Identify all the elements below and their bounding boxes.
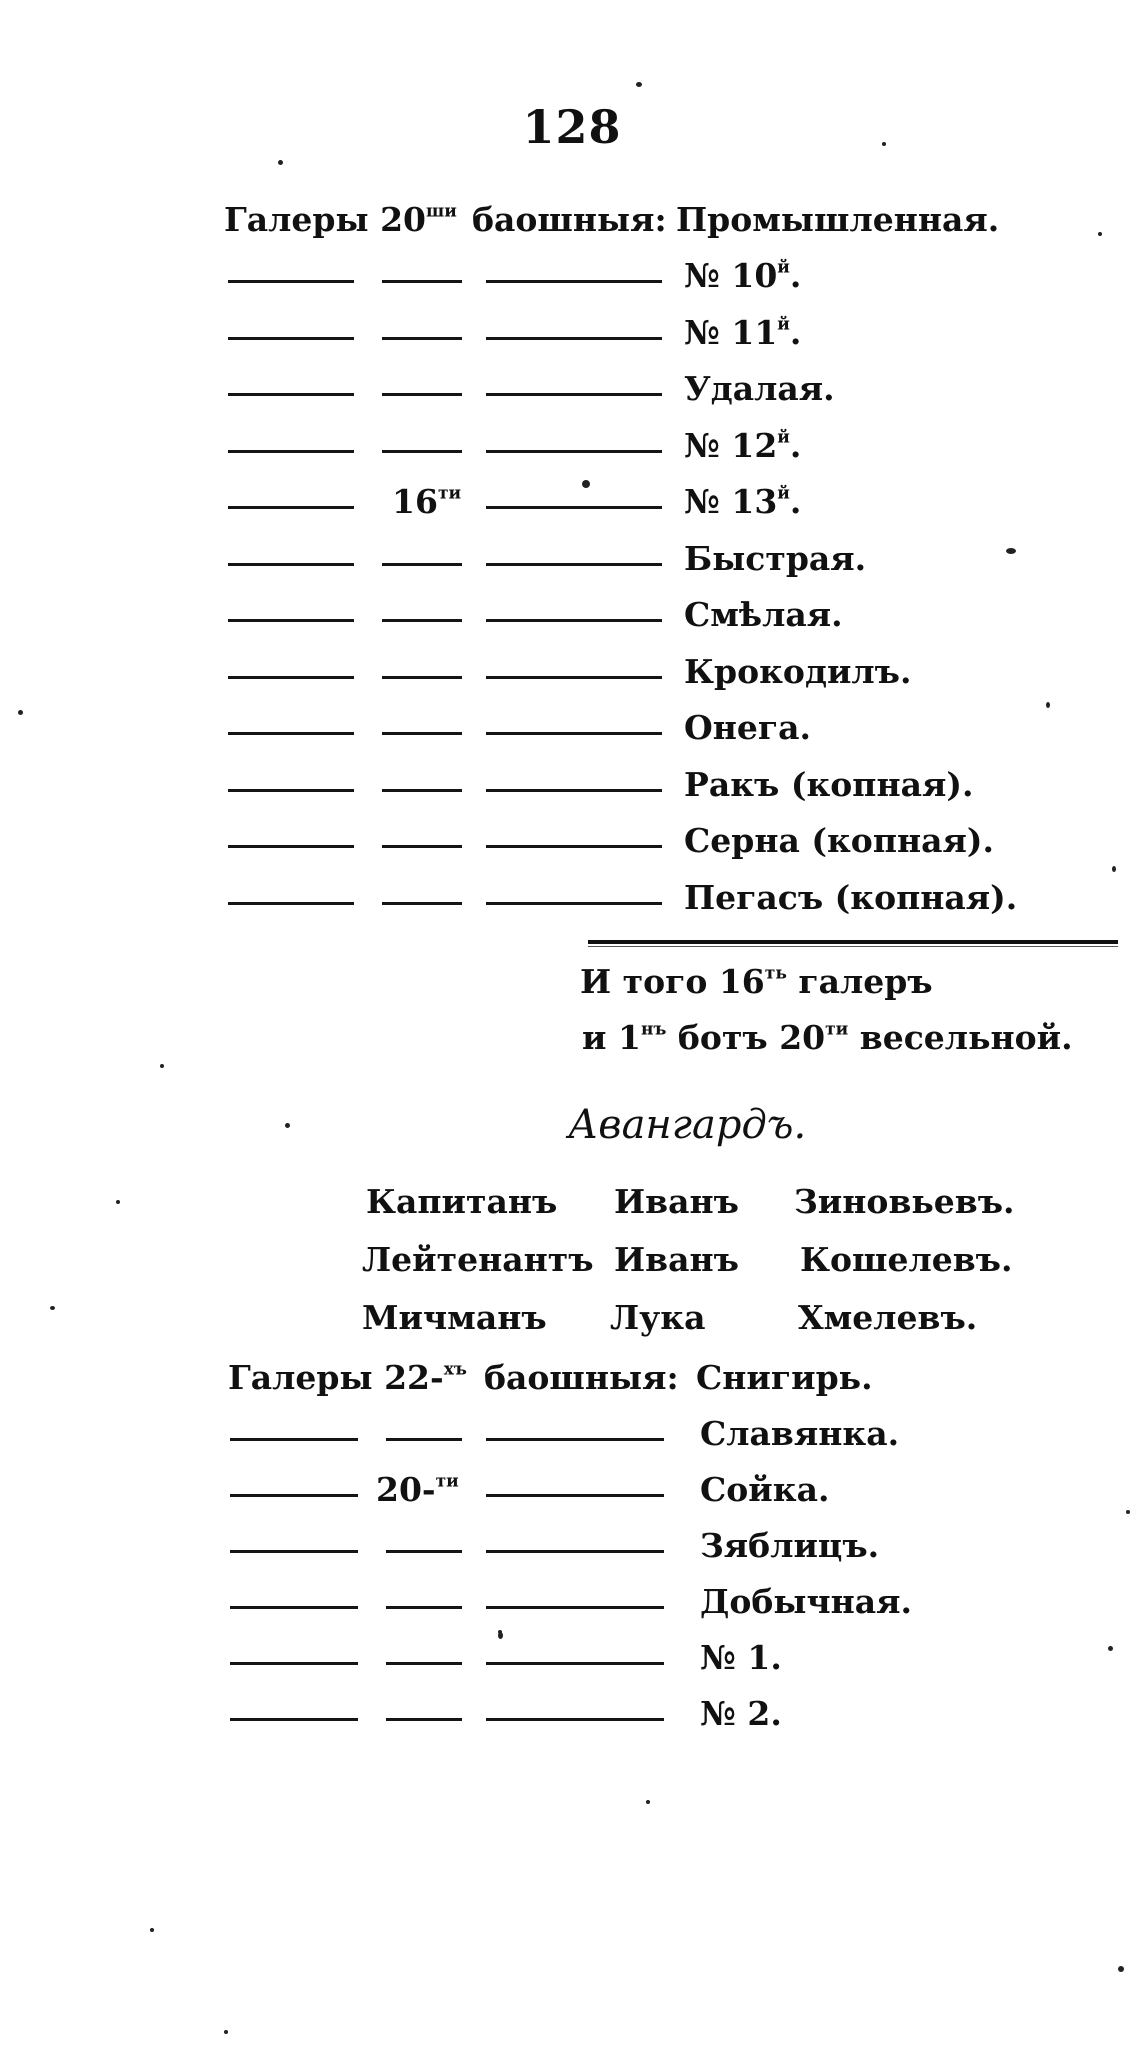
ditto-dash: [382, 393, 462, 396]
ditto-dash: [230, 1550, 358, 1553]
ditto-dash: [228, 732, 354, 735]
galley-name: Промышленная.: [676, 200, 1000, 239]
paper-speck: [882, 142, 886, 146]
ditto-dash: [486, 506, 662, 509]
galley-name: Смѣлая.: [684, 595, 843, 634]
galley-row: [0, 254, 1140, 298]
ditto-dash: [486, 1606, 664, 1609]
total-line-2: и $1^{нъ}$ ботъ $20^{ти}$ весельной.: [582, 1018, 1073, 1057]
paper-speck: [150, 1928, 154, 1932]
galley-name: Ракъ (копная).: [684, 764, 974, 804]
sum-rule: [588, 940, 1118, 944]
ditto-dash: [228, 619, 354, 622]
paper-speck: [1112, 866, 1116, 872]
ditto-dash: [382, 337, 462, 340]
ditto-dash: [486, 845, 662, 848]
galley-name: Пегасъ (копная).: [684, 877, 1018, 917]
paper-speck: [636, 82, 642, 87]
galley-row: [0, 593, 1140, 637]
galley-name: Зяблицъ.: [700, 1526, 880, 1565]
ditto-dash: [486, 393, 662, 396]
paper-speck: [1108, 1646, 1113, 1651]
officer-rank: Лейтенантъ: [362, 1240, 594, 1279]
ditto-dash: [230, 1718, 358, 1721]
ditto-dash: [382, 845, 462, 848]
galley-row: [0, 763, 1140, 807]
galley-row: [0, 480, 1140, 524]
galley-name: Добычная.: [700, 1582, 913, 1621]
ditto-dash: [486, 1494, 664, 1497]
ditto-dash: [228, 393, 354, 396]
paper-speck: [224, 2030, 228, 2034]
ditto-dash: [382, 280, 462, 283]
galley-name: № $12^й$.: [684, 425, 802, 465]
section-title: Авангардъ.: [568, 1102, 807, 1148]
paper-speck: [498, 1632, 503, 1639]
galley-name: Славянка.: [700, 1414, 900, 1453]
paper-speck: [278, 160, 283, 165]
ditto-dash: [228, 450, 354, 453]
galley-name: № 1.: [700, 1638, 782, 1677]
paper-speck: [1126, 1510, 1130, 1514]
paper-speck: [1098, 232, 1102, 236]
galley-row: [0, 1468, 1140, 1512]
galley-name: № $10^й$.: [684, 256, 802, 295]
ditto-dash: [228, 676, 354, 679]
ditto-dash: [486, 619, 662, 622]
sum-rule-thin: [588, 946, 1118, 947]
paper-speck: [285, 1123, 290, 1128]
galley-name: Удалая.: [684, 369, 835, 408]
ditto-dash: [382, 902, 462, 905]
paper-speck: [582, 480, 590, 488]
galley-row: [0, 819, 1140, 863]
ditto-dash: [230, 1438, 358, 1441]
officer-first-name: Иванъ: [614, 1182, 739, 1221]
galley-row: [0, 367, 1140, 411]
ditto-dash: [230, 1662, 358, 1665]
ditto-dash: [382, 732, 462, 735]
group-head-middle: баошныя:: [472, 200, 667, 239]
ditto-dash: [228, 902, 354, 905]
ditto-dash: [486, 1438, 664, 1441]
galley-name: Быстрая.: [684, 538, 867, 578]
officer-last-name: Зиновьевъ.: [794, 1182, 1015, 1221]
paper-speck: [1118, 1966, 1124, 1972]
paper-speck: [1006, 548, 1016, 554]
total-line-1: И того $16^{ть}$ галеръ: [580, 962, 933, 1001]
paper-speck: [116, 1200, 120, 1204]
galley-row: [0, 1580, 1140, 1624]
galley-name: № $11^й$.: [684, 312, 802, 352]
group-head-prefix: Галеры 22-$^{хъ}$: [228, 1358, 467, 1397]
officer-rank: Капитанъ: [366, 1182, 558, 1221]
officer-last-name: Хмелевъ.: [798, 1298, 978, 1337]
galley-name: Снигирь.: [696, 1358, 873, 1397]
paper-speck: [160, 1064, 164, 1068]
galley-row: [0, 650, 1140, 694]
ditto-dash: [486, 1718, 664, 1721]
galley-name: Серна (копная).: [684, 821, 994, 860]
galley-row: [0, 1412, 1140, 1456]
ditto-dash: [486, 450, 662, 453]
ditto-dash: [486, 1550, 664, 1553]
galley-row: [0, 1692, 1140, 1736]
galley-row: [0, 1636, 1140, 1680]
paper-speck: [50, 1306, 55, 1310]
ditto-dash: [486, 676, 662, 679]
ditto-dash: [486, 1662, 664, 1665]
ditto-dash: [382, 563, 462, 566]
ditto-dash: [230, 1606, 358, 1609]
paper-speck: [18, 710, 23, 715]
ditto-dash: [386, 1662, 462, 1665]
ditto-dash: [228, 280, 354, 283]
ditto-dash: [486, 902, 662, 905]
page-number: 128: [522, 100, 622, 154]
paper-speck: [1046, 702, 1050, 708]
galley-row: [0, 1524, 1140, 1568]
galley-name: Крокодилъ.: [684, 651, 912, 691]
galley-name: № $13^й$.: [684, 482, 802, 521]
officer-last-name: Кошелевъ.: [800, 1240, 1013, 1279]
paper-speck: [646, 1800, 650, 1804]
galley-count: 20-$^{ти}$: [376, 1470, 459, 1509]
ditto-dash: [486, 280, 662, 283]
group-head-prefix: Галеры $20^{ши}$: [224, 200, 457, 239]
galley-row: [0, 537, 1140, 581]
group-head-middle: баошныя:: [484, 1358, 679, 1397]
ditto-dash: [382, 450, 462, 453]
galley-row: [0, 311, 1140, 355]
ditto-dash: [386, 1606, 462, 1609]
ditto-dash: [382, 789, 462, 792]
ditto-dash: [230, 1494, 358, 1497]
ditto-dash: [386, 1718, 462, 1721]
galley-row: [0, 876, 1140, 920]
ditto-dash: [486, 789, 662, 792]
ditto-dash: [486, 337, 662, 340]
ditto-dash: [228, 845, 354, 848]
galley-name: Онега.: [684, 708, 811, 747]
galley-name: № 2.: [700, 1694, 782, 1733]
galley-row: [0, 706, 1140, 750]
ditto-dash: [228, 563, 354, 566]
ditto-dash: [386, 1438, 462, 1441]
officer-first-name: Лука: [610, 1298, 706, 1337]
officer-first-name: Иванъ: [614, 1240, 739, 1279]
galley-group-head: [0, 198, 1140, 242]
galley-count: $16^{ти}$: [392, 482, 462, 521]
galley-group-head: [0, 1356, 1140, 1400]
ditto-dash: [382, 619, 462, 622]
ditto-dash: [228, 506, 354, 509]
ditto-dash: [386, 1550, 462, 1553]
galley-row: [0, 424, 1140, 468]
ditto-dash: [486, 563, 662, 566]
ditto-dash: [228, 789, 354, 792]
galley-name: Сойка.: [700, 1470, 830, 1509]
officer-rank: Мичманъ: [362, 1298, 547, 1337]
ditto-dash: [382, 676, 462, 679]
ditto-dash: [228, 337, 354, 340]
ditto-dash: [486, 732, 662, 735]
